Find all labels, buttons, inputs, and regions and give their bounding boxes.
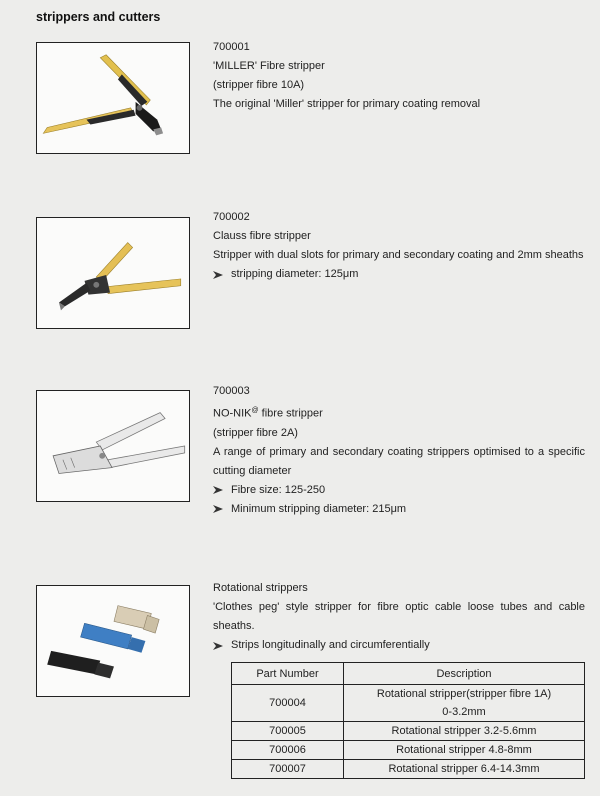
product-name-suffix: fibre stripper	[258, 407, 323, 420]
product-description: A range of primary and secondary coating strippers optimised to a specific cutting diameter	[213, 445, 585, 477]
description-cell: Rotational stripper 4.8-8mm	[344, 741, 585, 760]
product-name: Clauss fibre stripper	[213, 230, 311, 242]
table-row	[232, 722, 585, 741]
product-rotational-text	[213, 579, 585, 655]
table-header-row	[232, 663, 585, 685]
table-row	[232, 685, 585, 722]
product-code: 700003	[213, 385, 250, 397]
product-name: Rotational strippers	[213, 582, 308, 594]
arrow-bullet-icon	[213, 486, 223, 494]
arrow-bullet-icon	[213, 505, 223, 513]
bullet-text: Strips longitudinally and circumferentially	[231, 639, 430, 651]
part-number-cell: 700005	[232, 722, 344, 741]
product-image-rotational-strippers	[36, 585, 190, 697]
product-name: 'MILLER' Fibre stripper	[213, 60, 325, 72]
description-cell	[344, 685, 585, 722]
page-heading: strippers and cutters	[36, 10, 161, 24]
arrow-bullet-icon	[213, 271, 223, 279]
column-header-description: Description	[344, 663, 585, 685]
product-name	[213, 401, 585, 424]
product-image-miller-stripper	[36, 42, 190, 154]
description-line: 0-3.2mm	[442, 706, 486, 718]
description-cell: Rotational stripper 3.2-5.6mm	[344, 722, 585, 741]
table-row	[232, 760, 585, 779]
product-700003-text	[213, 382, 585, 519]
product-code: 700002	[213, 211, 250, 223]
bullet-item	[213, 481, 585, 500]
clauss-stripper-illustration	[37, 218, 189, 328]
product-description: The original 'Miller' stripper for primary coating removal	[213, 98, 481, 110]
arrow-bullet-icon	[213, 642, 223, 650]
bullet-item	[213, 500, 585, 519]
description-line: Rotational stripper(stripper fibre 1A)	[376, 688, 552, 700]
product-name-base: NO-NIK	[213, 407, 252, 420]
bullet-item	[213, 636, 585, 655]
rotational-strippers-illustration	[37, 586, 189, 696]
bullet-text: stripping diameter: 125μm	[231, 268, 359, 280]
registered-mark: @	[251, 407, 259, 414]
part-number-cell: 700007	[232, 760, 344, 779]
part-number-table	[231, 662, 585, 779]
product-image-nonik-stripper	[36, 390, 190, 502]
description-cell: Rotational stripper 6.4-14.3mm	[344, 760, 585, 779]
product-description: 'Clothes peg' style stripper for fibre optic cable loose tubes and cable sheaths.	[213, 601, 585, 632]
product-700001-text	[213, 38, 585, 114]
part-number-cell: 700006	[232, 741, 344, 760]
product-700002-text	[213, 208, 585, 284]
product-subtitle: (stripper fibre 10A)	[213, 79, 305, 91]
product-subtitle: (stripper fibre 2A)	[213, 426, 298, 439]
product-image-clauss-stripper	[36, 217, 190, 329]
product-code: 700001	[213, 41, 250, 53]
miller-stripper-illustration	[37, 43, 189, 153]
table-row	[232, 741, 585, 760]
column-header-part-number: Part Number	[232, 663, 344, 685]
bullet-item	[213, 265, 585, 284]
product-description: Stripper with dual slots for primary and secondary coating and 2mm sheaths	[213, 249, 584, 261]
bullet-text: Minimum stripping diameter: 215μm	[231, 502, 407, 515]
part-number-cell: 700004	[232, 685, 344, 722]
bullet-text: Fibre size: 125-250	[231, 483, 326, 496]
nonik-stripper-illustration	[37, 391, 189, 501]
